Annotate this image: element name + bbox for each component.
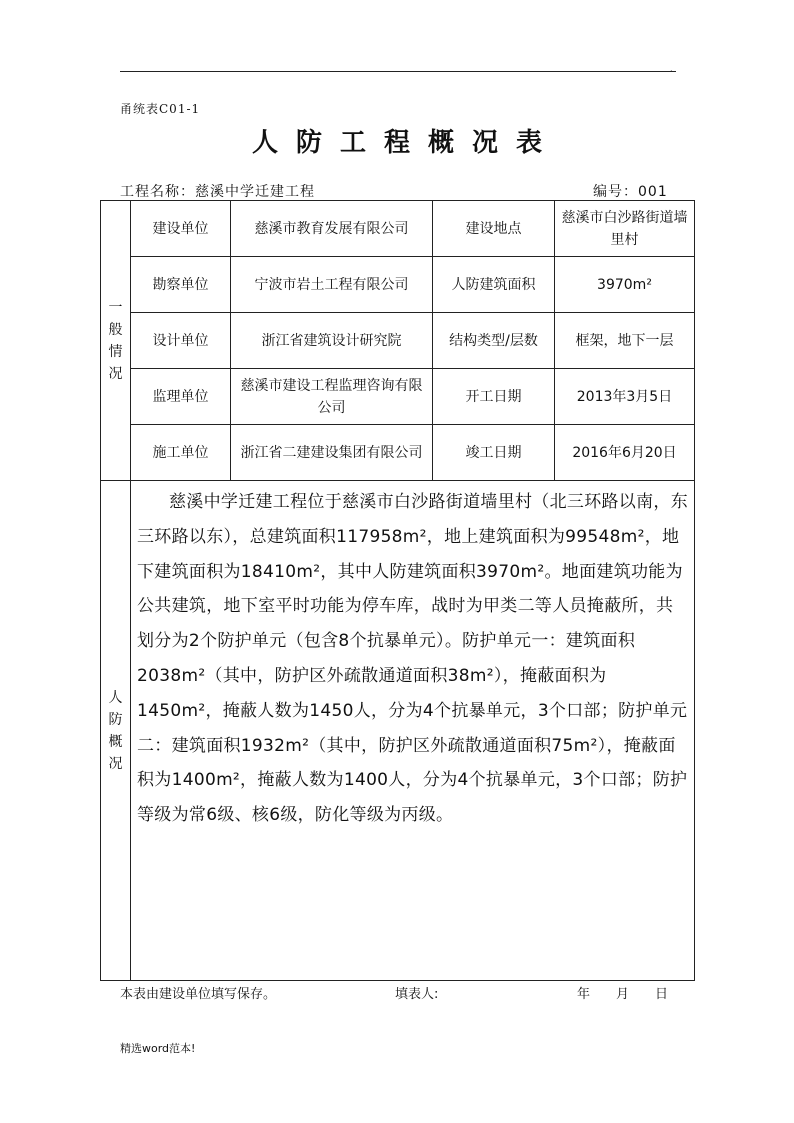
- header-dot: .: [670, 64, 673, 73]
- start-date-value: 2013年3月5日: [555, 369, 695, 425]
- civil-defense-area-value: 3970m²: [555, 257, 695, 313]
- table-row: [101, 257, 695, 313]
- month-label: 月: [616, 987, 630, 1002]
- builder-unit-value: 浙江省二建建设集团有限公司: [231, 425, 433, 481]
- structure-type-label: 结构类型/层数: [433, 313, 555, 369]
- document-number: 编号：001: [593, 184, 668, 200]
- completion-date-value: 2016年6月20日: [555, 425, 695, 481]
- completion-date-label: 竣工日期: [433, 425, 555, 481]
- general-section-label: 一 般 情 况: [101, 201, 131, 481]
- construction-site-value: 慈溪市白沙路街道墙里村: [555, 201, 695, 257]
- footer-note: 本表由建设单位填写保存。: [120, 987, 277, 1002]
- page-title: 人防工程概况表: [251, 128, 560, 158]
- structure-type-value: 框架，地下一层: [555, 313, 695, 369]
- survey-unit-value: 宁波市岩土工程有限公司: [231, 257, 433, 313]
- filled-by-label: 填表人:: [395, 987, 439, 1002]
- table-row: [101, 481, 695, 981]
- builder-unit-label: 施工单位: [131, 425, 231, 481]
- overview-text: 慈溪中学迁建工程位于慈溪市白沙路街道墙里村（北三环路以南，东三环路以东），总建筑面积117958m²，地上建筑面积为99548m²，地下建筑面积为18410m²，其中人防建筑面积3970m²。地面建筑功能为公共建筑，地下室平时功能为停车库，战时为甲类二等人员掩蔽所，共划分为2个防护单元（包含8个抗暴单元）。防护单元一：建筑面积2038m²（其中，防护区外疏散通道面积38m²），掩蔽面积为1450m²，掩蔽人数为1450人，分为4个抗暴单元，3个口部；防护单元二：建筑面积1932m²（其中，防护区外疏散通道面积75m²），掩蔽面积为1400m²，掩蔽人数为1400人，分为4个抗暴单元，3个口部；防护等级为常6级、核6级，防化等级为丙级。: [137, 492, 688, 826]
- day-label: 日: [655, 987, 669, 1002]
- table-row: [101, 369, 695, 425]
- table-row: [101, 425, 695, 481]
- supervision-unit-value: 慈溪市建设工程监理咨询有限公司: [231, 369, 433, 425]
- table-row: [101, 313, 695, 369]
- watermark-text: 精选word范本!: [120, 1042, 196, 1055]
- civil-defense-area-label: 人防建筑面积: [433, 257, 555, 313]
- overview-text-cell: [131, 481, 695, 981]
- design-unit-value: 浙江省建筑设计研究院: [231, 313, 433, 369]
- form-number: 甬统表C01-1: [120, 102, 201, 116]
- overview-table: [100, 200, 695, 981]
- survey-unit-label: 勘察单位: [131, 257, 231, 313]
- overview-section-label: 人 防 概 况: [101, 481, 131, 981]
- header-rule: [120, 71, 676, 72]
- year-label: 年: [577, 987, 591, 1002]
- date-fields: [577, 983, 694, 1002]
- construction-unit-value: 慈溪市教育发展有限公司: [231, 201, 433, 257]
- design-unit-label: 设计单位: [131, 313, 231, 369]
- table-row: [101, 201, 695, 257]
- project-name: 工程名称：慈溪中学迁建工程: [120, 184, 315, 200]
- start-date-label: 开工日期: [433, 369, 555, 425]
- construction-unit-label: 建设单位: [131, 201, 231, 257]
- construction-site-label: 建设地点: [433, 201, 555, 257]
- supervision-unit-label: 监理单位: [131, 369, 231, 425]
